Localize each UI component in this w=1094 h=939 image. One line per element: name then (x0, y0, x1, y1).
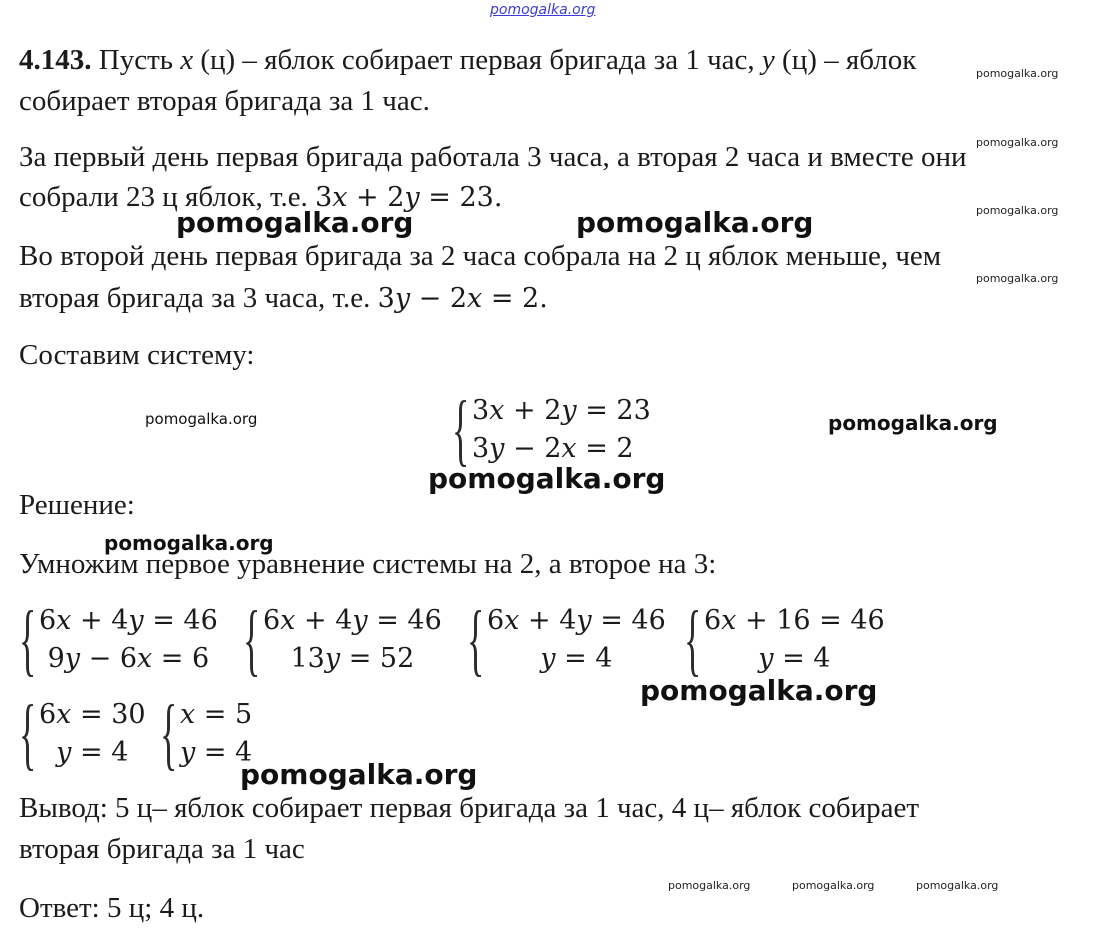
watermark: pomogalka.org (976, 272, 1059, 285)
step2-eq2: 13𝑦 = 52 (290, 643, 415, 674)
step-brace: { (19, 596, 37, 684)
watermark: pomogalka.org (176, 206, 414, 239)
var-x: x (180, 44, 194, 76)
day1-line2-text: собрали 23 ц яблок, т.е. (19, 181, 316, 213)
step-system-2 (243, 596, 442, 684)
step4-eq2: 𝑦 = 4 (758, 643, 831, 674)
step4-eq1: 6𝑥 + 16 = 46 (704, 605, 885, 636)
watermark: pomogalka.org (916, 879, 999, 892)
watermark: pomogalka.org (976, 67, 1059, 80)
step-brace: { (160, 690, 178, 778)
compose-label: Составим систему: (19, 339, 255, 371)
watermark: pomogalka.org (668, 879, 751, 892)
watermark: pomogalka.org (145, 410, 258, 428)
step-system-5 (19, 690, 146, 778)
watermark: pomogalka.org (104, 531, 274, 555)
watermark: pomogalka.org (576, 206, 814, 239)
solution-label: Решение: (19, 489, 135, 521)
step1-eq2: 9𝑦 − 6𝑥 = 6 (47, 643, 210, 674)
intro-text-a: Пусть (91, 44, 181, 76)
watermark: pomogalka.org (976, 204, 1059, 217)
system-eq2: 3𝑦 − 2𝑥 = 2 (472, 433, 634, 464)
problem-intro-line1 (19, 42, 916, 78)
answer: Ответ: 5 ц; 4 ц. (19, 892, 205, 924)
step3-eq2: 𝑦 = 4 (540, 643, 613, 674)
day1-line1: За первый день первая бригада работала 3 часа, а вторая 2 часа и вместе они (19, 141, 967, 173)
step-brace: { (243, 596, 261, 684)
main-system (452, 386, 651, 474)
day1-equation: 3𝑥 + 2𝑦 = 23. (315, 182, 503, 213)
watermark: pomogalka.org (240, 758, 478, 791)
step3-eq1: 6𝑥 + 4𝑦 = 46 (487, 605, 666, 636)
problem-number: 4.143. (19, 44, 92, 76)
system-eq1: 3𝑥 + 2𝑦 = 23 (472, 395, 651, 426)
watermark: pomogalka.org (976, 136, 1059, 149)
step5-eq2: 𝑦 = 4 (56, 737, 129, 768)
watermark: pomogalka.org (428, 462, 666, 495)
var-y: y (761, 44, 775, 76)
step-brace: { (19, 690, 37, 778)
day2-equation: 3𝑦 − 2𝑥 = 2. (377, 283, 548, 314)
conclusion-line1: Вывод: 5 ц– яблок собирает первая бригада за 1 час, 4 ц– яблок собирает (19, 792, 920, 824)
day2-line2-text: вторая бригада за 3 часа, т.е. (19, 282, 378, 314)
day2-line1: Во второй день первая бригада за 2 часа собрала на 2 ц яблок меньше, чем (19, 240, 942, 272)
step-system-1 (19, 596, 218, 684)
step6-eq1: 𝑥 = 5 (180, 699, 253, 730)
site-link[interactable]: pomogalka.org (490, 2, 596, 18)
conclusion-line2: вторая бригада за 1 час (19, 833, 305, 865)
step5-eq1: 6𝑥 = 30 (39, 699, 146, 730)
day2-line2 (19, 280, 548, 317)
system-brace: { (452, 386, 470, 474)
multiply-text: Умножим первое уравнение системы на 2, а второе на 3: (19, 548, 717, 580)
step1-eq1: 6𝑥 + 4𝑦 = 46 (39, 605, 218, 636)
watermark: pomogalka.org (792, 879, 875, 892)
step-system-4 (684, 596, 885, 684)
watermark: pomogalka.org (640, 674, 878, 707)
step-brace: { (684, 596, 702, 684)
step-brace: { (467, 596, 485, 684)
intro-text-b: (ц) – яблок собирает первая бригада за 1 час, (193, 44, 762, 76)
step6-eq2: 𝑦 = 4 (180, 737, 253, 768)
watermark: pomogalka.org (828, 411, 998, 435)
step2-eq1: 6𝑥 + 4𝑦 = 46 (263, 605, 442, 636)
problem-intro-line2: собирает вторая бригада за 1 час. (19, 85, 430, 117)
step-system-3 (467, 596, 666, 684)
intro-text-c: (ц) – яблок (774, 44, 917, 76)
step-system-6 (160, 690, 253, 778)
